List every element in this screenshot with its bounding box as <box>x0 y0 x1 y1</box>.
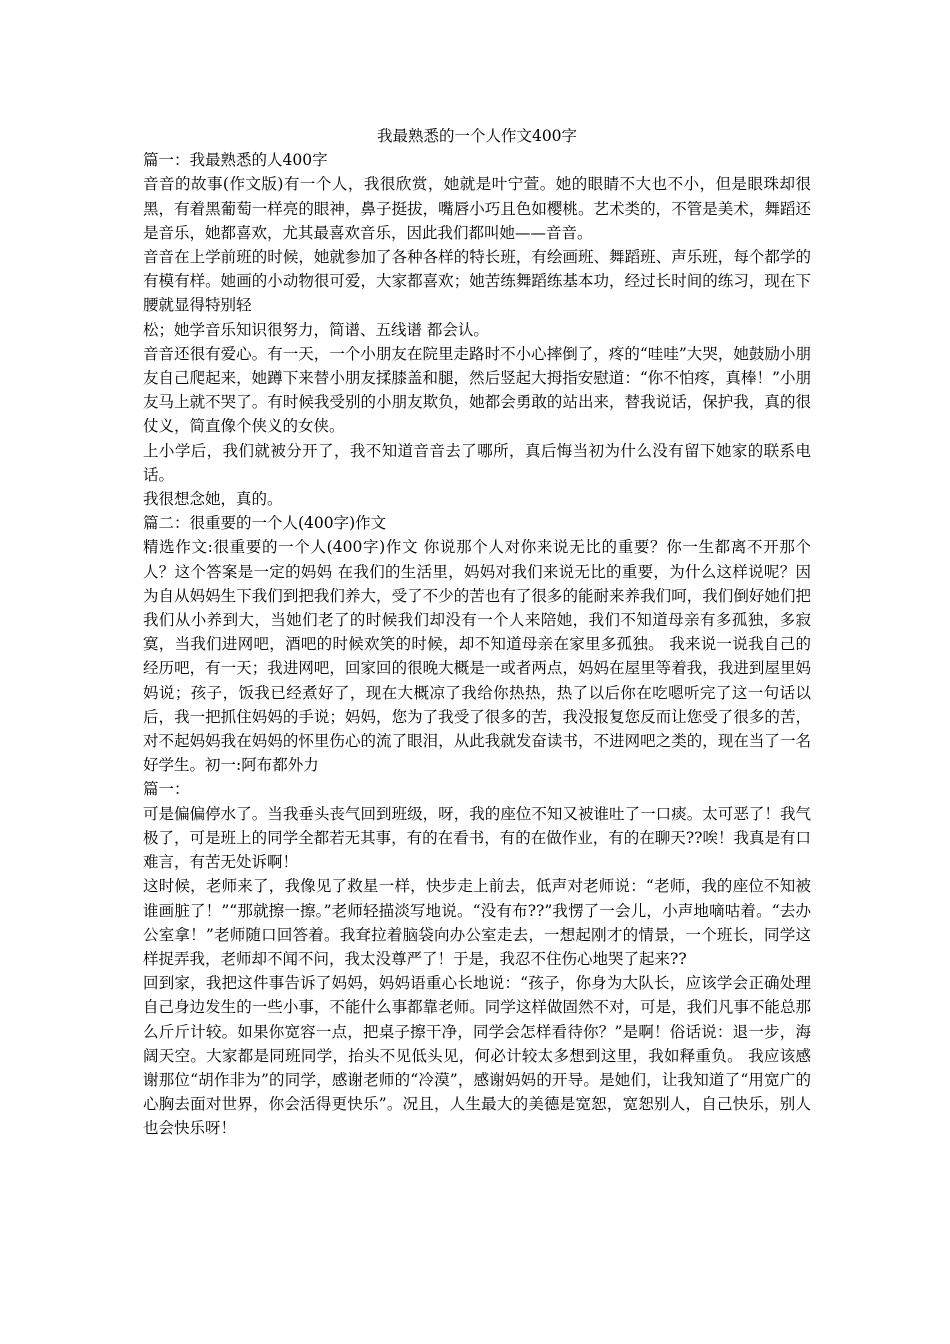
paragraph: 回到家，我把这件事告诉了妈妈，妈妈语重心长地说：“孩子，你身为大队长，应该学会正确处理自己身边发生的一些小事，不能什么事都靠老师。同学这样做固然不对，可是，我们凡事不能总那么斤斤计较。如果你宽容一点，把桌子擦干净，同学会怎样看待你？”是啊！俗话说：退一步，海阔天空。大家都是同班同学，抬头不见低头见，何必计较太多想到这里，我如释重负。 我应该感谢那位“胡作非为”的同学，感谢老师的“冷漠”，感谢妈妈的开导。是她们，让我知道了“用宽广的心胸去面对世界，你会活得更快乐”。况且，人生最大的美德是宽恕，宽恕别人，自己快乐，别人也会快乐呀！ <box>143 974 811 1138</box>
paragraph: 这时候，老师来了，我像见了救星一样，快步走上前去，低声对老师说：“老师，我的座位不知被谁画脏了！”“那就擦一擦。”老师轻描淡写地说。“没有布??”我愣了一会儿，小声地嘀咕着。“去办公室拿！”老师随口回答着。我耷拉着脑袋向办公室走去，一想起刚才的情景，一个班长，同学这样捉弄我，老师却不闻不问，我太没尊严了！于是，我忍不住伤心地哭了起来?? <box>143 877 811 968</box>
paragraph: 上小学后，我们就被分开了，我不知道音音去了哪所，真后悔当初为什么没有留下她家的联系电话。 <box>143 441 811 484</box>
section-heading: 篇一：我最熟悉的人400字 <box>143 151 328 170</box>
section-heading: 篇二：很重要的一个人(400字)作文 <box>143 514 387 533</box>
paragraph: 精选作文:很重要的一个人(400字)作文 你说那个人对你来说无比的重要？你一生都离不开那个人？这个答案是一定的妈妈 在我们的生活里，妈妈对我们来说无比的重要，为什么这样说呢？因为自从妈妈生下我们到把我们养大，受了不少的苦也有了很多的能耐来养我们呵，我们倒好她们把我们从小养到大，当她们老了的时候我们却没有一个人来陪她，我们不知道母亲有多孤独，多寂寞，当我们进网吧，酒吧的时候欢笑的时候，却不知道母亲在家里多孤独。 我来说一说我自己的经历吧，有一天；我进网吧，回家回的很晚大概是一或者两点，妈妈在屋里等着我，我进到屋里妈妈说；孩子，饭我已经煮好了，现在大概凉了我给你热热，热了以后你在吃嗯听完了这一句话以后，我一把抓住妈妈的手说；妈妈，您为了我受了很多的苦，我没报复您反而让您受了很多的苦，对不起妈妈我在妈妈的怀里伤心的流了眼泪，从此我就发奋读书，不进网吧之类的，现在当了一名好学生。初一:阿布都外力 <box>143 538 811 775</box>
paragraph: 音音还很有爱心。有一天，一个小朋友在院里走路时不小心摔倒了，疼的“哇哇”大哭，她鼓励小朋友自己爬起来，她蹲下来替小朋友揉膝盖和腿，然后竖起大拇指安慰道：“你不怕疼，真棒！”小朋友马上就不哭了。有时候我受别的小朋友欺负，她都会勇敢的站出来，替我说话，保护我，真的很仗义，简直像个侠义的女侠。 <box>143 344 811 436</box>
paragraph: 音音在上学前班的时候，她就参加了各种各样的特长班，有绘画班、舞蹈班、声乐班，每个都学的有模有样。她画的小动物很可爱，大家都喜欢；她苦练舞蹈练基本功，经过长时间的练习，现在下腰就显得特别轻 <box>143 248 811 315</box>
paragraph: 松；她学音乐知识很努力，简谱、五线谱 都会认。 <box>143 320 489 339</box>
paragraph: 可是偏偏停水了。当我垂头丧气回到班级，呀，我的座位不知又被谁吐了一口痰。太可恶了！我气极了，可是班上的同学全都若无其事，有的在看书，有的在做作业，有的在聊天??唉！我真是有口难言，有苦无处诉啊！ <box>143 804 811 872</box>
paragraph: 音音的故事(作文版)有一个人，我很欣赏，她就是叶宁萱。她的眼睛不大也不小，但是眼珠却很黑，有着黑葡萄一样亮的眼神，鼻子挺拔，嘴唇小巧且色如樱桃。艺术类的，不管是美术，舞蹈还是音乐，她都喜欢，尤其最喜欢音乐，因此我们都叫她——音音。 <box>143 175 811 242</box>
document-page <box>143 124 811 1141</box>
document-title: 我最熟悉的一个人作文400字 <box>376 127 578 145</box>
paragraph: 我很想念她，真的。 <box>143 490 283 509</box>
section-heading: 篇一： <box>143 780 190 799</box>
